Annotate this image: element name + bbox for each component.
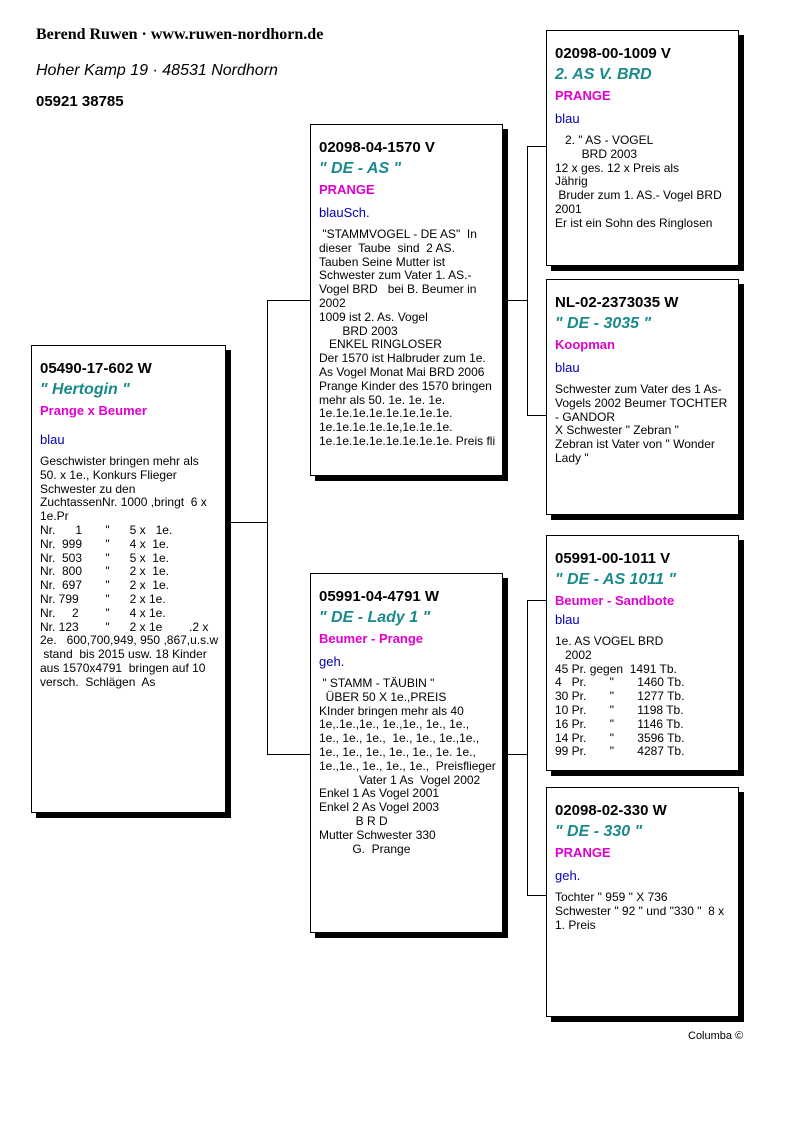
connector-to-father [267,300,310,301]
plumage-color: geh. [319,654,345,669]
pigeon-card-fathers-father [546,30,739,266]
ring-number: 02098-00-1009 V [555,45,671,62]
breeder: Prange x Beumer [40,403,147,418]
software-credit: Columba © [688,1030,744,1042]
plumage-color: blau [555,360,580,375]
connector-to-mf [527,600,546,601]
connector-to-ff [527,146,546,147]
connector-mother-out [503,754,527,755]
connector-to-fm [527,415,546,416]
breeder: PRANGE [555,88,611,103]
breeder: PRANGE [319,182,375,197]
ring-number: NL-02-2373035 W [555,294,679,311]
pigeon-notes: " STAMM - TÄUBIN " ÜBER 50 X 1e.,PREIS KInder bringen mehr als 40 1e,.1e.,1e., 1e.,1e., 1e., 1e., 1e., 1e., 1e., 1e., 1e., 1e.,1e., 1e., 1e., 1e., 1e., 1e., 1e. 1e., 1e.,1e., 1e., 1e., 1e., Preisflieger Vater 1 As Vogel 2002 Enkel 1 As Vogel 2001 Enkel 2 As Vogel 2003 B R D Mutter Schwester 330 G. Prange [319,676,496,856]
connector-father-out [503,300,527,301]
plumage-color: blau [555,111,580,126]
pigeon-name: " DE - Lady 1 " [319,609,431,626]
pigeon-card-main [31,345,226,813]
pigeon-notes: 2. " AS - VOGEL BRD 2003 12 x ges. 12 x Preis als Jährig Bruder zum 1. AS.- Vogel BRD 2001 Er ist ein Sohn des Ringlosen [555,133,722,230]
connector-main [226,522,268,523]
breeder-name-website: Berend Ruwen · www.ruwen-nordhorn.de [36,26,324,43]
connector-gen2-lower-vertical [527,600,528,896]
pigeon-name: 2. AS V. BRD [555,66,652,83]
ring-number: 05991-04-4791 W [319,588,440,605]
pigeon-notes: Tochter " 959 " X 736 Schwester " 92 " und "330 " 8 x 1. Preis [555,890,725,932]
pigeon-card-mothers-mother [546,787,739,1017]
pigeon-name: " Hertogin " [40,381,130,398]
pigeon-card-mother [310,573,503,933]
breeder-address: Hoher Kamp 19 · 48531 Nordhorn [36,62,278,79]
plumage-color: blauSch. [319,205,370,220]
pigeon-name: " DE - AS " [319,160,402,177]
pigeon-name: " DE - 3035 " [555,315,652,332]
plumage-color: blau [555,612,580,627]
pigeon-notes: Geschwister bringen mehr als 50. x 1e., Konkurs Flieger Schwester zu den ZuchtassenNr. 1000 ,bringt 6 x 1e.Pr Nr. 1 " 5 x 1e. Nr. 999 " 4 x 1e. Nr. 503 " 5 x 1e. Nr. 800 " 2 x 1e. Nr. 697 " 2 x 1e. Nr. 799 " 2 x 1e. Nr. 2 " 4 x 1e. Nr. 123 " 2 x 1e .2 x 2e. 600,700,949, 950 ,867,u.s.w stand bis 2015 usw. 18 Kinder aus 1570x4791 bringen auf 10 versch. Schlägen As [40,454,219,689]
pigeon-name: " DE - 330 " [555,823,643,840]
ring-number: 05991-00-1011 V [555,550,671,567]
ring-number: 05490-17-602 W [40,360,152,377]
breeder-phone: 05921 38785 [36,93,124,110]
connector-to-mm [527,895,546,896]
ring-number: 02098-04-1570 V [319,139,435,156]
pigeon-name: " DE - AS 1011 " [555,571,676,588]
pigeon-notes: 1e. AS VOGEL BRD 2002 45 Pr. gegen 1491 Tb. 4 Pr. " 1460 Tb. 30 Pr. " 1277 Tb. 10 Pr. " 1198 Tb. 16 Pr. " 1146 Tb. 14 Pr. " 3596 Tb. 99 Pr. " 4287 Tb. [555,634,685,759]
pigeon-notes: "STAMMVOGEL - DE AS" In dieser Taube sind 2 AS. Tauben Seine Mutter ist Schwester zum Vater 1. AS.- Vogel BRD bei B. Beumer in 2002 1009 ist 2. As. Vogel BRD 2003 ENKEL RINGLOSER Der 1570 ist Halbruder zum 1e. As Vogel Monat Mai BRD 2006 Prange Kinder des 1570 bringen mehr als 50. 1e. 1e. 1e. 1e.1e.1e.1e.1e.1e.1e.1e. 1e.1e.1e.1e.1e,1e.1e.1e. 1e.1e.1e.1e.1e.1e.1e.1e. Preis fli [319,227,496,448]
pigeon-card-father [310,124,503,476]
breeder: Koopman [555,337,615,352]
plumage-color: blau [40,432,65,447]
breeder: Beumer - Sandbote [555,593,675,608]
ring-number: 02098-02-330 W [555,802,667,819]
plumage-color: geh. [555,868,581,883]
breeder: PRANGE [555,845,611,860]
pigeon-card-mothers-father [546,535,739,771]
connector-to-mother [267,754,310,755]
connector-gen1-vertical [267,300,268,755]
breeder: Beumer - Prange [319,631,424,646]
pigeon-card-fathers-mother [546,279,739,515]
pigeon-notes: Schwester zum Vater des 1 As- Vogels 2002 Beumer TOCHTER - GANDOR X Schwester " Zebran " Zebran ist Vater von " Wonder Lady " [555,382,728,465]
connector-gen2-upper-vertical [527,146,528,416]
